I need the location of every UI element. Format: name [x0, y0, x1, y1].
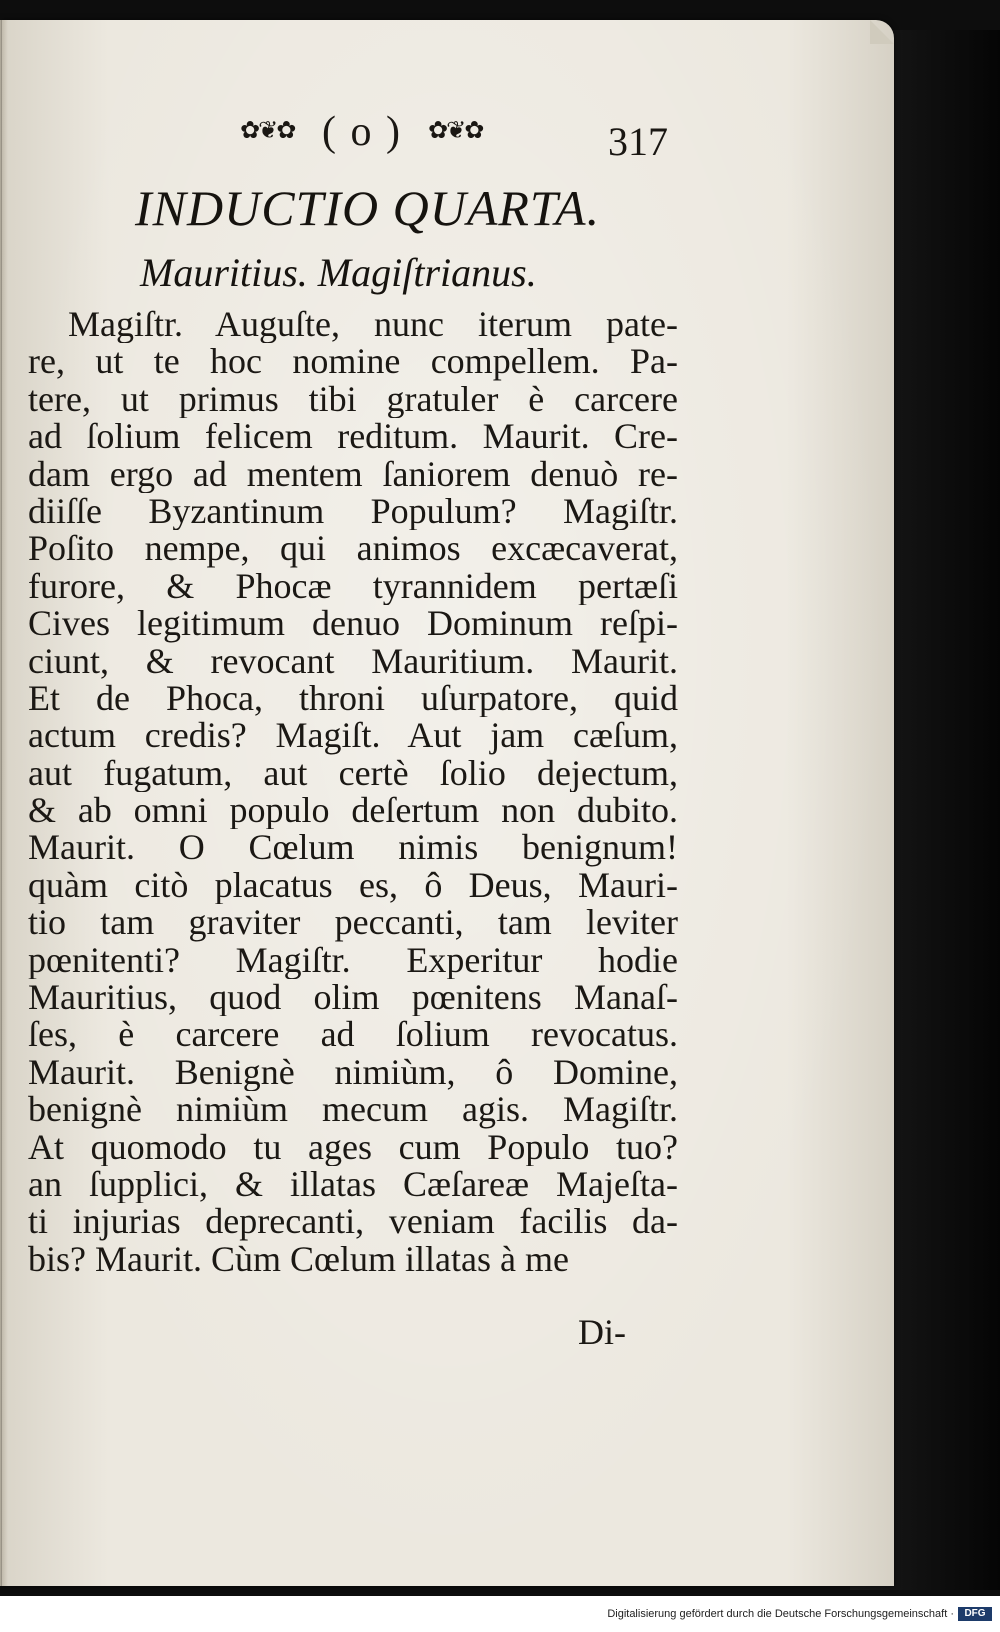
text-line: Poſito nempe, qui animos excæcaverat,	[28, 530, 678, 568]
text-line: tio tam graviter peccanti, tam leviter	[28, 904, 678, 942]
text-line: At quomodo tu ages cum Populo tuo?	[28, 1128, 678, 1166]
text-line: Maurit. O Cœlum nimis benignum!	[28, 829, 678, 867]
footer	[0, 1596, 1000, 1632]
text-line: actum credis? Magiſt. Aut jam cæſum,	[28, 717, 678, 755]
dialogue-characters: Mauritius. Magiſtrianus.	[140, 250, 537, 295]
text-line: pœnitenti? Magiſtr. Experitur hodie	[28, 941, 678, 980]
text-line: & ab omni populo deſertum non dubito.	[28, 792, 678, 830]
funding-credit: Digitalisierung gefördert durch die Deutsche Forschungsgemeinschaft ·	[607, 1608, 954, 1620]
text-line: Magiſtr. Auguſte, nunc iterum pate-	[68, 306, 678, 344]
text-line: bis? Maurit. Cùm Cœlum illatas à me	[28, 1240, 569, 1279]
text-line: diiſſe Byzantinum Populum? Magiſtr.	[28, 492, 678, 531]
header-ornament-right: ✿❦✿	[428, 116, 483, 144]
text-line: aut fugatum, aut certè ſolio dejectum,	[28, 754, 678, 793]
text-line: ſes, è carcere ad ſolium revocatus.	[28, 1016, 678, 1054]
section-title: INDUCTIO QUARTA.	[135, 180, 601, 236]
text-line: ti injurias deprecanti, veniam facilis da-	[28, 1203, 678, 1241]
text-line: Et de Phoca, throni uſurpatore, quid	[28, 679, 678, 718]
header-page-marker: ( o )	[322, 109, 402, 155]
text-line: furore, & Phocæ tyrannidem pertæſi	[28, 567, 678, 606]
page-left-edge	[0, 20, 8, 1586]
page-number: 317	[608, 119, 668, 164]
text-line: tere, ut primus tibi gratuler è carcere	[28, 380, 678, 419]
catchword: Di-	[578, 1312, 626, 1352]
text-line: benignè nimiùm mecum agis. Magiſtr.	[28, 1091, 678, 1129]
text-line: Maurit. Benignè nimiùm, ô Domine,	[28, 1053, 678, 1092]
text-line: quàm citò placatus es, ô Deus, Mauri-	[28, 866, 678, 905]
text-line: an ſupplici, & illatas Cæſareæ Majeſta-	[28, 1165, 678, 1204]
text-line: Mauritius, quod olim pœnitens Manaſ-	[28, 979, 678, 1017]
text-line: Cives legitimum denuo Dominum reſpi-	[28, 605, 678, 643]
text-line: ad ſolium felicem reditum. Maurit. Cre-	[28, 418, 678, 456]
text-line: re, ut te hoc nomine compellem. Pa-	[28, 343, 678, 381]
text-line: ciunt, & revocant Mauritium. Maurit.	[28, 642, 678, 680]
dialogue-text	[28, 306, 678, 1278]
text-line: dam ergo ad mentem ſaniorem denuò re-	[28, 455, 678, 493]
dfg-logo: DFG	[958, 1607, 992, 1621]
header-ornament-left: ✿❦✿	[240, 116, 295, 144]
